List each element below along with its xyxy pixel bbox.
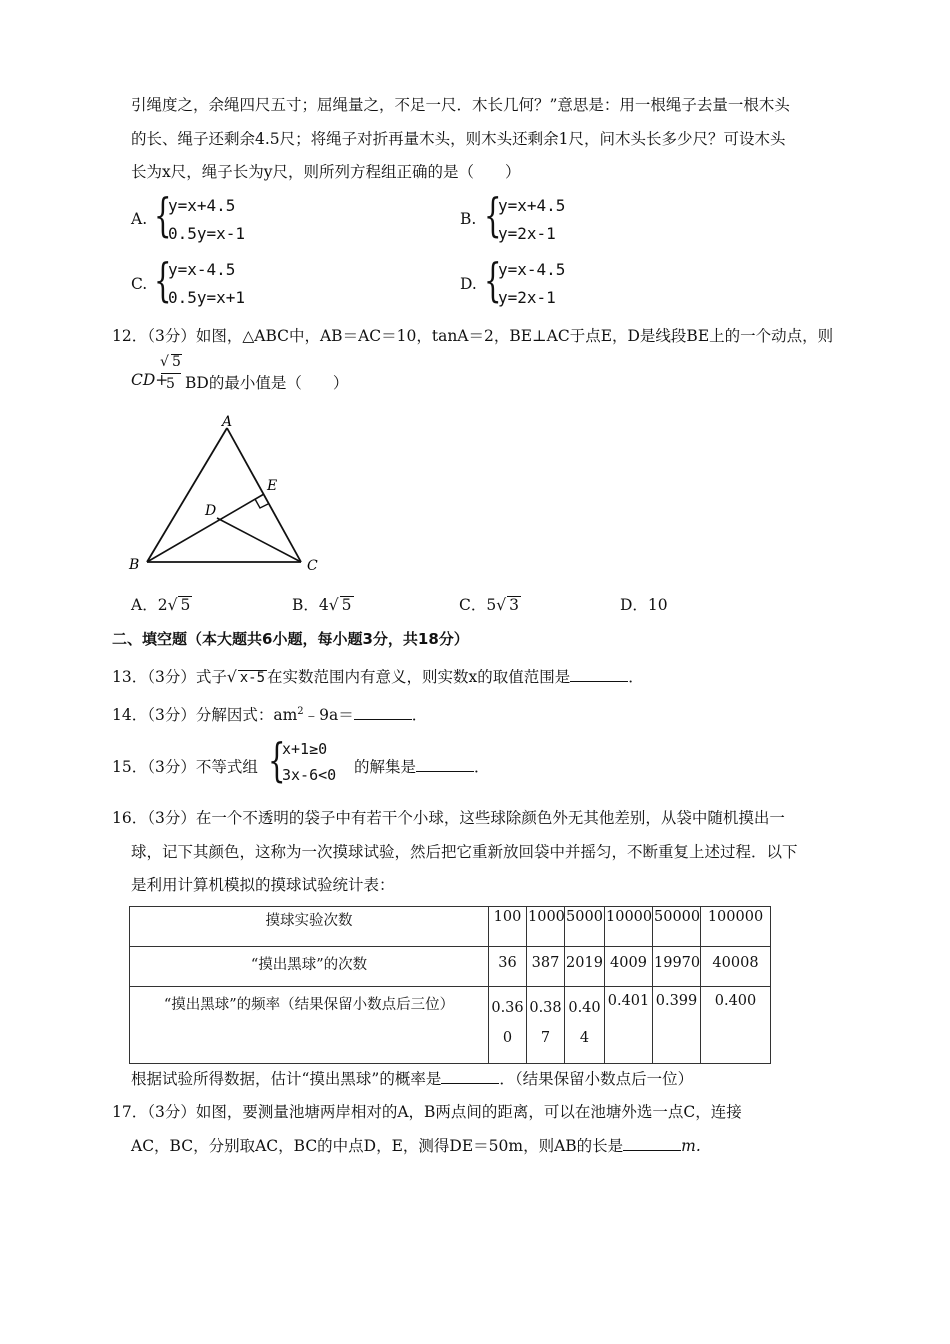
q15-tail xyxy=(354,755,490,777)
q17-stem-line2 xyxy=(131,1134,701,1156)
q17-prefix: AC，BC，分别取AC，BC的中点D，E，测得DE＝50m，则AB的长是 xyxy=(131,1137,624,1155)
row-header: “摸出黑球”的频率（结果保留小数点后三位） xyxy=(130,987,489,1064)
q17-end: m. xyxy=(681,1137,701,1155)
table-cell: 36 xyxy=(489,947,527,987)
table-row xyxy=(130,987,771,1064)
q14-end: ． xyxy=(411,706,428,724)
table-cell: 100000 xyxy=(701,907,771,947)
point-label-b: B xyxy=(129,557,140,573)
q16-stem-line3: 是利用计算机模拟的摸球试验统计表： xyxy=(131,876,395,894)
table-row xyxy=(130,947,771,987)
sqrt-icon: √ xyxy=(496,596,507,614)
q11-text-line3: 长为x尺，绳子长为y尺，则所列方程组正确的是（ ） xyxy=(131,163,521,181)
q16-stem-line1: 16．（3分）在一个不透明的袋子中有若干个小球，这些球除颜色外无其他差别，从袋中随机摸出一 xyxy=(112,809,785,827)
option-label: A. xyxy=(131,210,148,228)
table-cell: 100 xyxy=(489,907,527,947)
freq-part: 0.40 xyxy=(568,1000,601,1016)
q17-stem-line1: 17．（3分）如图，要测量池塘两岸相对的A，B两点间的距离，可以在池塘外选一点C，连接 xyxy=(112,1103,742,1121)
q17-answer-blank[interactable] xyxy=(623,1136,681,1151)
q13-answer-blank[interactable] xyxy=(570,667,628,682)
fraction-numerator: 5 xyxy=(172,354,181,370)
option-label: D．10 xyxy=(620,596,668,614)
freq-part: 0.36 xyxy=(491,1000,524,1016)
q12-option-c[interactable] xyxy=(459,593,521,615)
equation: y=x+4.5 xyxy=(168,196,236,215)
row-header: “摸出黑球”的次数 xyxy=(130,947,489,987)
table-cell: 387 xyxy=(527,947,565,987)
freq-part: 0.38 xyxy=(529,1000,562,1016)
q15-inequality-1: x+1≥0 xyxy=(282,740,328,758)
q12-option-a[interactable] xyxy=(131,593,192,615)
sqrt-icon: √ xyxy=(167,596,178,614)
option-label: B．4 xyxy=(292,596,329,614)
radicand: 3 xyxy=(509,596,519,614)
brace-icon: { xyxy=(154,253,172,307)
brace-icon: { xyxy=(154,188,172,242)
brace-icon: { xyxy=(268,733,286,787)
freq-part: 7 xyxy=(540,1030,551,1046)
statistics-table xyxy=(129,906,771,1064)
q14-answer-blank[interactable] xyxy=(354,705,412,720)
radicand: 5 xyxy=(180,596,191,614)
table-cell xyxy=(489,987,527,1064)
q12-option-d[interactable] xyxy=(620,593,668,615)
freq-part: 4 xyxy=(579,1030,590,1046)
expression-cd: CD+ xyxy=(131,371,169,389)
option-label: A．2 xyxy=(131,596,168,614)
q16-after-suffix: ．（结果保留小数点后一位） xyxy=(499,1070,694,1088)
point-label-c: C xyxy=(307,558,318,574)
q15-prefix: 15．（3分）不等式组 xyxy=(112,758,258,776)
freq-part: 0 xyxy=(502,1030,513,1046)
option-label: C．5 xyxy=(459,596,497,614)
sqrt-icon: √ xyxy=(328,596,339,614)
q13-prefix: 13．（3分）式子 xyxy=(112,668,227,686)
q11-text-line2: 的长、绳子还剩余4.5尺；将绳子对折再量木头，则木头还剩余1尺，问木头长多少尺？可设木头 xyxy=(131,130,786,148)
q14-prefix: 14．（3分）分解因式：am xyxy=(112,706,298,724)
table-cell: 0.401 xyxy=(605,987,653,1064)
table-cell: 0.400 xyxy=(701,987,771,1064)
equation: y=x+4.5 xyxy=(498,196,566,215)
table-cell: 2019 xyxy=(565,947,605,987)
q16-answer-blank[interactable] xyxy=(441,1069,499,1084)
q15-answer-blank[interactable] xyxy=(416,757,474,772)
radicand: 5 xyxy=(341,596,352,614)
q11-text-line1: 引绳度之，余绳四尺五寸；屈绳量之，不足一尺．木长几何？”意思是：用一根绳子去量一根木头 xyxy=(131,96,790,114)
equation: y=x-4.5 xyxy=(168,260,236,279)
q16-after-prefix: 根据试验所得数据，估计“摸出黑球”的概率是 xyxy=(131,1070,442,1088)
q13-stem xyxy=(112,665,644,687)
q13-end: ． xyxy=(628,668,644,686)
section-heading: 二、填空题（本大题共6小题，每小题3分，共18分） xyxy=(112,630,469,648)
equation: 0.5y=x+1 xyxy=(168,288,246,307)
table-cell: 5000 xyxy=(565,907,605,947)
row-header: 摸球实验次数 xyxy=(130,907,489,947)
q14-exponent: 2 xyxy=(297,705,304,717)
brace-icon: { xyxy=(484,253,502,307)
q15-suffix: 的解集是 xyxy=(354,758,417,776)
table-cell: 50000 xyxy=(653,907,701,947)
fraction-denominator: 5 xyxy=(166,376,175,392)
equation: y=2x-1 xyxy=(498,224,556,243)
option-label: C. xyxy=(131,275,148,293)
table-cell: 40008 xyxy=(701,947,771,987)
table-cell xyxy=(527,987,565,1064)
sqrt-icon: √ xyxy=(226,668,237,686)
point-label-d: D xyxy=(205,503,217,519)
table-cell: 0.399 xyxy=(653,987,701,1064)
option-label: B. xyxy=(460,210,477,228)
triangle-figure xyxy=(125,412,325,578)
table-cell: 4009 xyxy=(605,947,653,987)
q12-stem-line1: 12．（3分）如图，△ABC中，AB＝AC＝10，tanA＝2，BE⊥AC于点E，D是线段BE上的一个动点，则 xyxy=(112,327,834,345)
brace-icon: { xyxy=(484,188,502,242)
q13-suffix: 在实数范围内有意义，则实数x的取值范围是 xyxy=(267,668,571,686)
point-label-e: E xyxy=(267,478,278,494)
point-label-a: A xyxy=(222,414,233,430)
fraction-bar xyxy=(161,373,181,374)
sqrt-icon: √ xyxy=(160,354,169,370)
equation: y=2x-1 xyxy=(498,288,556,307)
equation: y=x-4.5 xyxy=(498,260,566,279)
table-row xyxy=(130,907,771,947)
q15-inequality-2: 3x-6<0 xyxy=(282,766,337,784)
q12-option-b[interactable] xyxy=(292,593,354,615)
table-cell: 1000 xyxy=(527,907,565,947)
option-label: D. xyxy=(460,275,477,293)
q13-radicand: x-5 xyxy=(239,670,266,686)
table-cell xyxy=(565,987,605,1064)
table-cell: 10000 xyxy=(605,907,653,947)
equation: 0.5y=x-1 xyxy=(168,224,246,243)
q14-stem xyxy=(112,703,427,725)
q16-after-table xyxy=(131,1067,693,1089)
q15-end: ． xyxy=(474,758,490,776)
expression-bd: BD的最小值是（ ） xyxy=(185,374,349,392)
q14-suffix: ﹣9a＝ xyxy=(303,706,354,724)
q16-stem-line2: 球，记下其颜色，这称为一次摸球试验，然后把它重新放回袋中并摇匀，不断重复上述过程．以下 xyxy=(131,843,798,861)
table-cell: 19970 xyxy=(653,947,701,987)
